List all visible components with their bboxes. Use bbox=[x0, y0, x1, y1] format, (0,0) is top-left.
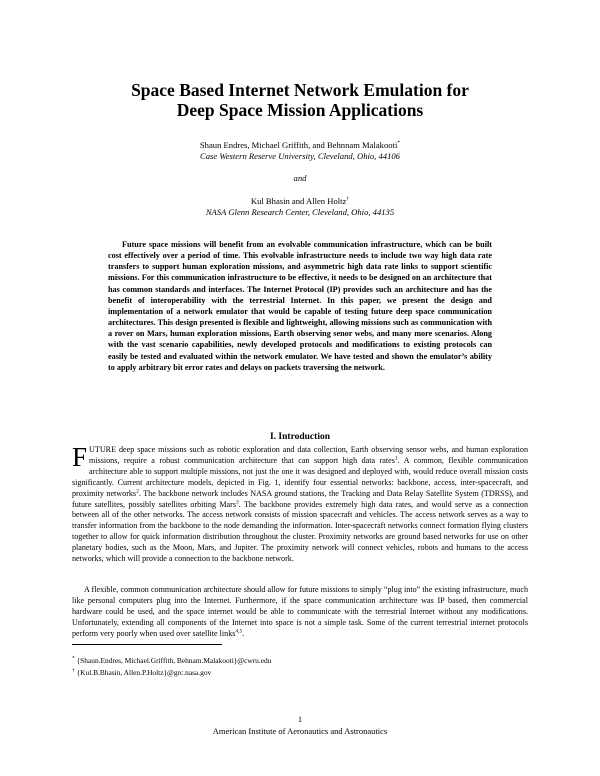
title-line-1: Space Based Internet Network Emulation for bbox=[131, 80, 469, 100]
footnote-2-text: {Kul.B.Bhasin, Allen.P.Holtz}@grc.nasa.gov bbox=[76, 668, 212, 677]
affiliation-2: NASA Glenn Research Center, Cleveland, Ohio, 44135 bbox=[205, 207, 395, 217]
p2-text-a: A flexible, common communication architecture should allow for future missions to simply “plug into” the existing infrastructure, much like personal computers plug into the Internet. Furthermore, if the space communication architecture was IP based, then commercial hardware could be used, and the space internet would be able to communicate with the terrestrial Internet without any modifications. Unfortunately, extending all components of the Internet into space is not a simple task. Some of the current terrestrial internet protocols perform very poorly when used over satellite links bbox=[72, 585, 528, 638]
citation-1: 1 bbox=[394, 455, 398, 462]
citation-3: 3 bbox=[235, 498, 239, 505]
footnote-divider bbox=[72, 644, 222, 645]
title-line-2: Deep Space Mission Applications bbox=[176, 100, 424, 120]
footnote-1 bbox=[72, 656, 528, 666]
section-heading-introduction: I. Introduction bbox=[269, 432, 330, 442]
author-names-1: Shaun Endres, Michael Griffith, and Behnnam Malakooti bbox=[199, 140, 398, 150]
and-separator: and bbox=[293, 173, 307, 183]
p1-text-d: . The backbone provides extremely high data rates, and would serve as a connection between all of the other networks. The access network consists of mission spacecraft and vehicles. The access network serves as a way to transfer information from the backbone to the node demanding the information. Inter-spacecraft networks connect formation flying clusters together to allow for quick information distribution throughout the cluster. Proximity networks are ground based networks for use on other planetary bodies, such as the Moon, Mars, and Jupiter. The proximity network will connect vehicles, robots and humans to the access networks, which will provide a connection to the backbone network. bbox=[72, 499, 528, 564]
footnote-2 bbox=[72, 668, 528, 678]
footnote-2-mark: † bbox=[72, 667, 75, 674]
citation-2: 2 bbox=[136, 487, 139, 494]
affiliation-1: Case Western Reserve University, Cleveland, Ohio, 44106 bbox=[200, 151, 400, 161]
author-mark-2: † bbox=[346, 196, 350, 203]
citation-4-5: 4,5 bbox=[235, 627, 243, 634]
intro-paragraph-2 bbox=[72, 585, 528, 640]
p1-text-a: UTURE deep space missions such as robotic exploration and data collection, Earth observing sensor webs, and human exploration missions, require a robust communication architecture that can support high data rates bbox=[89, 445, 528, 465]
p1-text-c: . The backbone network includes NASA ground stations, the Tracking and Data Relay Satellite System (TDRSS), and future satellites, possibly satellites orbiting Mars bbox=[72, 488, 529, 509]
drop-cap: F bbox=[72, 442, 88, 472]
p1-text-b: . A common, flexible communication architecture able to support multiple missions, not just the one it was designed and deployed with, would reduce overall mission costs significantly. Current architecture models, depicted in Fig. 1, identify four essential networks: backbone, access, inter-spacecraft, and proximity networks bbox=[72, 455, 528, 498]
author-names-2: Kul Bhasin and Allen Holtz bbox=[250, 196, 347, 206]
footnote-1-mark: * bbox=[72, 655, 75, 662]
footnote-1-text: {Shaun.Endres, Michael.Griffith, Behnam.Malakooti}@cwru.edu bbox=[76, 656, 272, 665]
footer-institution: American Institute of Aeronautics and Astronautics bbox=[212, 726, 388, 736]
author-mark-1: * bbox=[397, 140, 401, 147]
p2-text-b: . bbox=[242, 628, 245, 638]
abstract: Future space missions will benefit from an evolvable communication infrastructure, which can be built cost effectively over a period of time. This evolvable infrastructure needs to include two way high data rate transfers to support human exploration missions, and asymmetric high data rate links to support scientific missions. For this communication infrastructure to be effective, it needs to be designed on an architecture that has common standards and interfaces. The Internet Protocol (IP) provides such an architecture and has the benefit of interoperability with the terrestrial Internet. In this paper, we present the design and implementation of a network emulator that would be capable of testing future deep space communication architectures. This design presented is flexible and lightweight, allowing missions such as communication with a rover on Mars, human exploration missions, Earth observing senor webs, and many more scenarios. Along with the vast scenario capabilities, newly developed protocols and modifications to existing protocols can easily be tested and evaluated within the network emulator. We have tested and shown the emulator’s ability to apply arbitrary bit error rates and delays on packets traversing the network. bbox=[108, 240, 492, 372]
page-number: 1 bbox=[297, 714, 303, 724]
intro-paragraph-1 bbox=[72, 442, 529, 565]
paper-title bbox=[60, 80, 540, 120]
